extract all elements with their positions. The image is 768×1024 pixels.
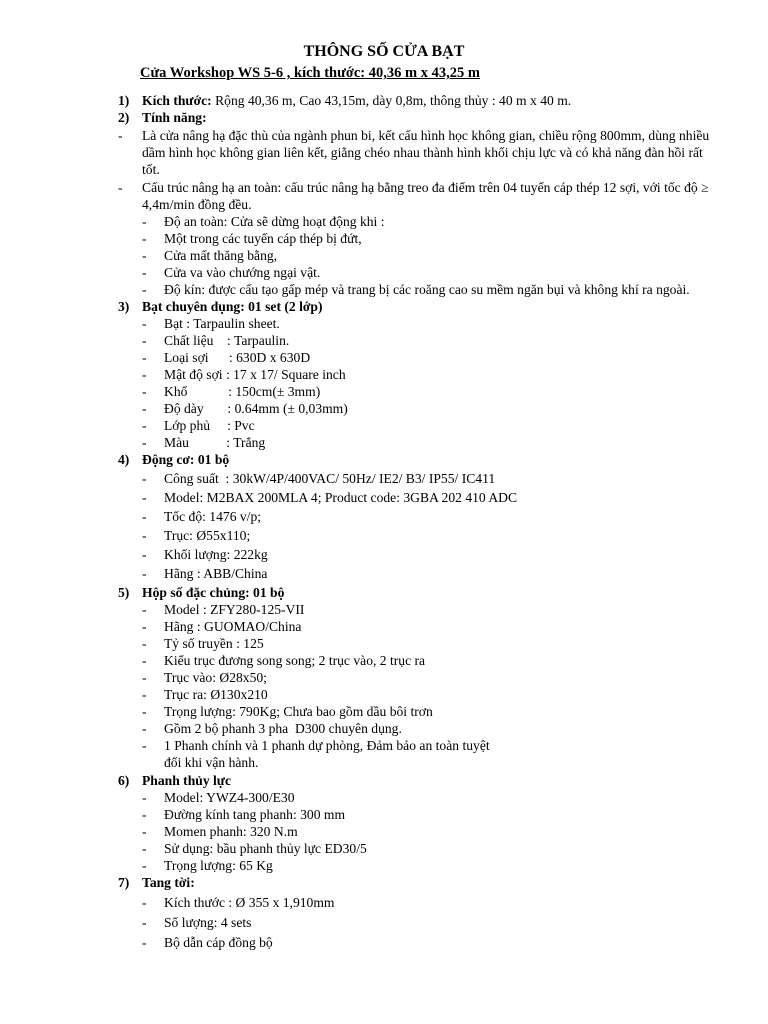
sub-item: - 1 Phanh chính và 1 phanh dự phòng, Đảm bảo an toàn tuyệt đối khi vận hành. [142, 738, 490, 770]
sub-item: - Trục: Ø55x110; [142, 528, 251, 543]
section-text: Rộng 40,36 m, Cao 43,15m, dày 0,8m, thông thủy : 40 m x 40 m. [211, 93, 572, 108]
sub-item: - Lớp phủ : Pvc [142, 418, 255, 433]
sub-item: - Khổ : 150cm(± 3mm) [142, 384, 321, 399]
sub-item: - Model: YWZ4-300/E30 [142, 790, 295, 805]
section-3: 3) Bạt chuyên dụng: 01 set (2 lớp) [118, 299, 323, 314]
sub-item: - Tỷ số truyền : 125 [142, 636, 264, 651]
sub-item: - Cửa va vào chướng ngại vật. [142, 265, 321, 280]
section-heading: Hộp số đặc chủng: 01 bộ [142, 585, 285, 600]
sub-item: - Tốc độ: 1476 v/p; [142, 509, 262, 524]
sub-item: - Gồm 2 bộ phanh 3 pha D300 chuyên dụng. [142, 721, 402, 736]
sub-item: - Độ dày : 0.64mm (± 0,03mm) [142, 401, 348, 416]
section-heading: Bạt chuyên dụng: 01 set (2 lớp) [142, 299, 323, 314]
sub-item: - Trọng lượng: 790Kg; Chưa bao gồm dầu bôi trơn [142, 704, 433, 719]
sub-item: - Trọng lượng: 65 Kg [142, 858, 273, 873]
sub-item: - Model: M2BAX 200MLA 4; Product code: 3GBA 202 410 ADC [142, 490, 518, 505]
sub-item: - Chất liệu : Tarpaulin. [142, 333, 290, 348]
spec-content [118, 92, 723, 951]
sub-item: - Bạt : Tarpaulin sheet. [142, 316, 280, 331]
document-subtitle: Cửa Workshop WS 5-6 , kích thước: 40,36 m x 43,25 m [140, 65, 480, 81]
sub-item: - Model : ZFY280-125-VII [142, 602, 305, 617]
section-number: 2) [118, 110, 130, 125]
section-7: 7) Tang tời: [118, 875, 195, 890]
sub-item: - Kiểu trục đương song song; 2 trục vào, 2 trục ra [142, 653, 426, 668]
sub-item: - Loại sợi : 630D x 630D [142, 350, 311, 365]
sub-item: - Đường kính tang phanh: 300 mm [142, 807, 346, 822]
sub-item: - Công suất : 30kW/4P/400VAC/ 50Hz/ IE2/ B3/ IP55/ IC411 [142, 471, 496, 486]
sub-item: - Độ an toàn: Cửa sẽ dừng hoạt động khi : [142, 214, 385, 229]
list-item: - Là cửa nâng hạ đặc thù của ngành phun bi, kết cấu hình học không gian, chiều rộng 800mm, dùng nhiều dầm hình học không gian liên kết, giằng chéo nhau thành hình khối chịu lực và có khả năng đàn hồi rất tốt. [118, 128, 710, 177]
sub-item: - Màu : Trắng [142, 435, 266, 450]
sub-item: - Trục ra: Ø130x210 [142, 687, 268, 702]
sub-item: - Kích thước : Ø 355 x 1,910mm [142, 895, 335, 910]
sub-item: - Momen phanh: 320 N.m [142, 824, 298, 839]
section-1 [118, 92, 723, 109]
section-heading: Kích thước: [142, 93, 212, 108]
sub-item: - Độ kín: được cấu tạo gấp mép và trang bị các roăng cao su mềm ngăn bụi và không khí ra ngoài. [142, 282, 690, 297]
section-heading: Động cơ: 01 bộ [142, 452, 230, 467]
document-title: THÔNG SỐ CỬA BẠT [303, 43, 465, 60]
sub-item: - Trục vào: Ø28x50; [142, 670, 267, 685]
sub-item: - Số lượng: 4 sets [142, 915, 252, 930]
section-2 [118, 109, 723, 126]
sub-item: - Cửa mất thăng bằng, [142, 248, 278, 263]
sub-item: - Khối lượng: 222kg [142, 547, 268, 562]
section-6: 6) Phanh thủy lực [118, 773, 231, 788]
list-item: - Cấu trúc nâng hạ an toàn: cấu trúc nâng hạ bằng treo đa điểm trên 04 tuyến cáp thép 12 sợi, với tốc độ ≥ 4,4m/min đồng đều. [118, 180, 709, 212]
section-heading: Tang tời: [142, 875, 195, 890]
section-5: 5) Hộp số đặc chủng: 01 bộ [118, 585, 285, 600]
sub-item: - Hãng : ABB/China [142, 566, 268, 581]
section-heading: Tính năng: [142, 110, 207, 125]
sub-item: - Bộ dẫn cáp đồng bộ [142, 935, 273, 950]
sub-item: - Hãng : GUOMAO/China [142, 619, 302, 634]
section-heading: Phanh thủy lực [142, 773, 231, 788]
section-4: 4) Động cơ: 01 bộ [118, 452, 230, 467]
section-number: 1) [118, 93, 130, 108]
sub-item: - Mật độ sợi : 17 x 17/ Square inch [142, 367, 346, 382]
sub-item: - Một trong các tuyến cáp thép bị đứt, [142, 231, 362, 246]
sub-item: - Sử dụng: bầu phanh thủy lực ED30/5 [142, 841, 367, 856]
